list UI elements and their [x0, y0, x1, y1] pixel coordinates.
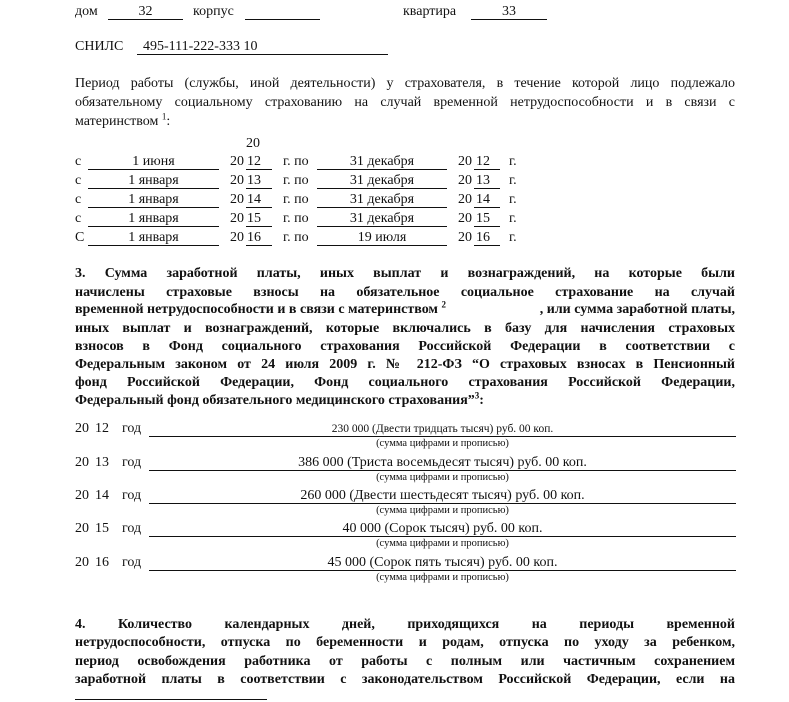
period-suffix: г.: [509, 173, 517, 188]
house-label: дом: [75, 4, 98, 19]
period-from-date[interactable]: 1 января: [128, 173, 179, 188]
period-from-year-prefix: 20: [230, 211, 244, 226]
building-label: корпус: [193, 4, 234, 19]
salary-year-label: год: [122, 455, 142, 470]
period-from-year-prefix: 20: [230, 173, 244, 188]
section4-line4: заработной платы в соответствии с законодательством Российской Федерации, если на: [75, 672, 735, 687]
period-from-year-prefix: 20: [230, 230, 244, 245]
salary-year-label: год: [122, 555, 142, 570]
period-to-year[interactable]: 16: [476, 230, 490, 245]
salary-year[interactable]: 15: [95, 521, 109, 536]
period-intro-line3: материнством $^1$:: [75, 111, 171, 129]
period-from-year-underline: [246, 188, 272, 189]
section3-line8: Федеральный фонд обязательного медицинского страхования”$^3$:: [75, 390, 484, 408]
house-value[interactable]: 32: [138, 4, 153, 19]
period-from-word: с: [75, 154, 82, 169]
salary-year[interactable]: 12: [95, 421, 109, 436]
salary-year-prefix: 20: [75, 488, 89, 503]
period-from-year[interactable]: 14: [247, 192, 261, 207]
salary-amount-caption: (сумма цифрами и прописью): [376, 472, 509, 483]
period-suffix: г.: [509, 192, 517, 207]
salary-amount[interactable]: 45 000 (Сорок пять тысяч) руб. 00 коп.: [327, 555, 558, 570]
section3-line5: взносов в Фонд социального страхования Российской Федерации в соответствии с: [75, 339, 735, 354]
period-from-year-underline: [246, 169, 272, 170]
salary-amount-underline: [149, 536, 736, 537]
period-from-year[interactable]: 13: [247, 173, 261, 188]
salary-year[interactable]: 16: [95, 555, 109, 570]
salary-year-label: год: [122, 488, 142, 503]
period-from-date-underline: [88, 169, 219, 170]
salary-amount[interactable]: 260 000 (Двести шестьдесят тысяч) руб. 00 коп.: [300, 488, 585, 503]
period-from-word: с: [75, 173, 82, 188]
salary-amount[interactable]: 230 000 (Двести тридцать тысяч) руб. 00 коп.: [331, 423, 554, 435]
period-to-year[interactable]: 12: [476, 154, 490, 169]
period-from-year[interactable]: 15: [247, 211, 261, 226]
period-to-date[interactable]: 19 июля: [357, 230, 407, 245]
section4-line1: 4. Количество календарных дней, приходящихся на периоды временной: [75, 617, 735, 632]
period-to-year-underline: [474, 245, 500, 246]
salary-amount-underline: [149, 470, 736, 471]
salary-amount-underline: [149, 570, 736, 571]
section3-line6: Федеральным законом от 24 июля 2009 г. № 212-ФЗ “О страховых взносах в Пенсионный: [75, 357, 735, 372]
period-to-year-prefix: 20: [458, 154, 472, 169]
period-suffix: г.: [509, 230, 517, 245]
apartment-value[interactable]: 33: [502, 4, 516, 19]
salary-year-label: год: [122, 521, 142, 536]
salary-year-prefix: 20: [75, 421, 89, 436]
salary-amount[interactable]: 40 000 (Сорок тысяч) руб. 00 коп.: [342, 521, 543, 536]
period-from-date-underline: [88, 207, 219, 208]
salary-year[interactable]: 14: [95, 488, 109, 503]
period-from-year-prefix: 20: [230, 192, 244, 207]
period-from-year[interactable]: 16: [247, 230, 261, 245]
period-from-date[interactable]: 1 января: [128, 192, 179, 207]
apartment-field-underline: [471, 19, 547, 20]
salary-year-prefix: 20: [75, 455, 89, 470]
section3-line1: 3. Сумма заработной платы, иных выплат и вознаграждений, на которые были: [75, 266, 735, 281]
period-to-year-underline: [474, 169, 500, 170]
period-to-word: г. по: [283, 173, 309, 188]
salary-amount[interactable]: 386 000 (Триста восемьдесят тысяч) руб. 00 коп.: [298, 455, 587, 470]
period-to-date-underline: [317, 169, 447, 170]
apartment-label: квартира: [403, 4, 457, 19]
period-from-date-underline: [88, 245, 219, 246]
period-to-word: г. по: [283, 192, 309, 207]
period-to-year-prefix: 20: [458, 192, 472, 207]
period-to-year-underline: [474, 226, 500, 227]
section4-line2: нетрудоспособности, отпуска по беременности и родам, отпуска по уходу за ребенком,: [75, 635, 735, 650]
snils-value[interactable]: 495-111-222-333 10: [143, 39, 258, 54]
period-suffix: г.: [509, 154, 517, 169]
period-to-date[interactable]: 31 декабря: [349, 211, 415, 226]
period-to-date-underline: [317, 245, 447, 246]
building-field-underline: [245, 19, 320, 20]
footnote-1: 1: [161, 111, 167, 122]
period-to-date[interactable]: 31 декабря: [349, 173, 415, 188]
salary-amount-caption: (сумма цифрами и прописью): [376, 505, 509, 516]
period-to-date[interactable]: 31 декабря: [349, 154, 415, 169]
period-to-date[interactable]: 31 декабря: [349, 192, 415, 207]
period-from-date-underline: [88, 226, 219, 227]
footnote-2: 2: [441, 299, 446, 310]
period-to-year[interactable]: 15: [476, 211, 490, 226]
period-from-date-underline: [88, 188, 219, 189]
period-to-year-prefix: 20: [458, 230, 472, 245]
period-from-year[interactable]: 12: [247, 154, 261, 169]
period-from-date[interactable]: 1 июня: [132, 154, 175, 169]
period-from-word: С: [75, 230, 85, 245]
section3-line7: фонд Российской Федерации, Фонд социального страхования Российской Федерации,: [75, 375, 735, 390]
period-suffix: г.: [509, 211, 517, 226]
period-to-date-underline: [317, 226, 447, 227]
section3-line3: временной нетрудоспособности и в связи с материнством $^2$ , или сумма заработной платы,: [75, 299, 735, 317]
period-from-word: с: [75, 211, 82, 226]
salary-amount-caption: (сумма цифрами и прописью): [376, 572, 509, 583]
period-intro-line1: Период работы (службы, иной деятельности) у страхователя, в течение которой лицо подлежало: [75, 76, 735, 91]
snils-field-underline: [137, 54, 388, 55]
salary-year-prefix: 20: [75, 555, 89, 570]
period-to-year-underline: [474, 188, 500, 189]
period-to-year[interactable]: 14: [476, 192, 490, 207]
period-intro-line2: обязательному социальному страхованию на случай временной нетрудоспособности и в связи с: [75, 95, 735, 110]
salary-year-prefix: 20: [75, 521, 89, 536]
period-to-year[interactable]: 13: [476, 173, 490, 188]
period-to-year-prefix: 20: [458, 211, 472, 226]
period-from-year-underline: [246, 207, 272, 208]
section4-trailing-underline: [75, 699, 267, 700]
salary-amount-underline: [149, 503, 736, 504]
salary-year[interactable]: 13: [95, 455, 109, 470]
section3-line2: начислены страховые взносы на обязательное социальное страхование на случай: [75, 285, 735, 300]
period-header-year-prefix: 20: [246, 136, 260, 151]
period-from-date[interactable]: 1 января: [128, 211, 179, 226]
salary-amount-underline: [149, 436, 736, 437]
period-from-date[interactable]: 1 января: [128, 230, 179, 245]
period-to-word: г. по: [283, 154, 309, 169]
salary-amount-caption: (сумма цифрами и прописью): [376, 438, 509, 449]
period-from-word: с: [75, 192, 82, 207]
period-from-year-underline: [246, 245, 272, 246]
section3-line4: иных выплат и вознаграждений, которые включались в базу для начисления страховых: [75, 321, 735, 336]
house-field-underline: [108, 19, 183, 20]
period-from-year-underline: [246, 226, 272, 227]
period-to-year-underline: [474, 207, 500, 208]
salary-year-label: год: [122, 421, 142, 436]
period-to-word: г. по: [283, 211, 309, 226]
footnote-3: 3: [474, 390, 480, 401]
period-from-year-prefix: 20: [230, 154, 244, 169]
period-to-date-underline: [317, 207, 447, 208]
period-to-date-underline: [317, 188, 447, 189]
salary-amount-caption: (сумма цифрами и прописью): [376, 538, 509, 549]
period-to-year-prefix: 20: [458, 173, 472, 188]
section4-line3: период освобождения работника от работы с полным или частичным сохранением: [75, 654, 735, 669]
snils-label: СНИЛС: [75, 39, 124, 54]
period-to-word: г. по: [283, 230, 309, 245]
